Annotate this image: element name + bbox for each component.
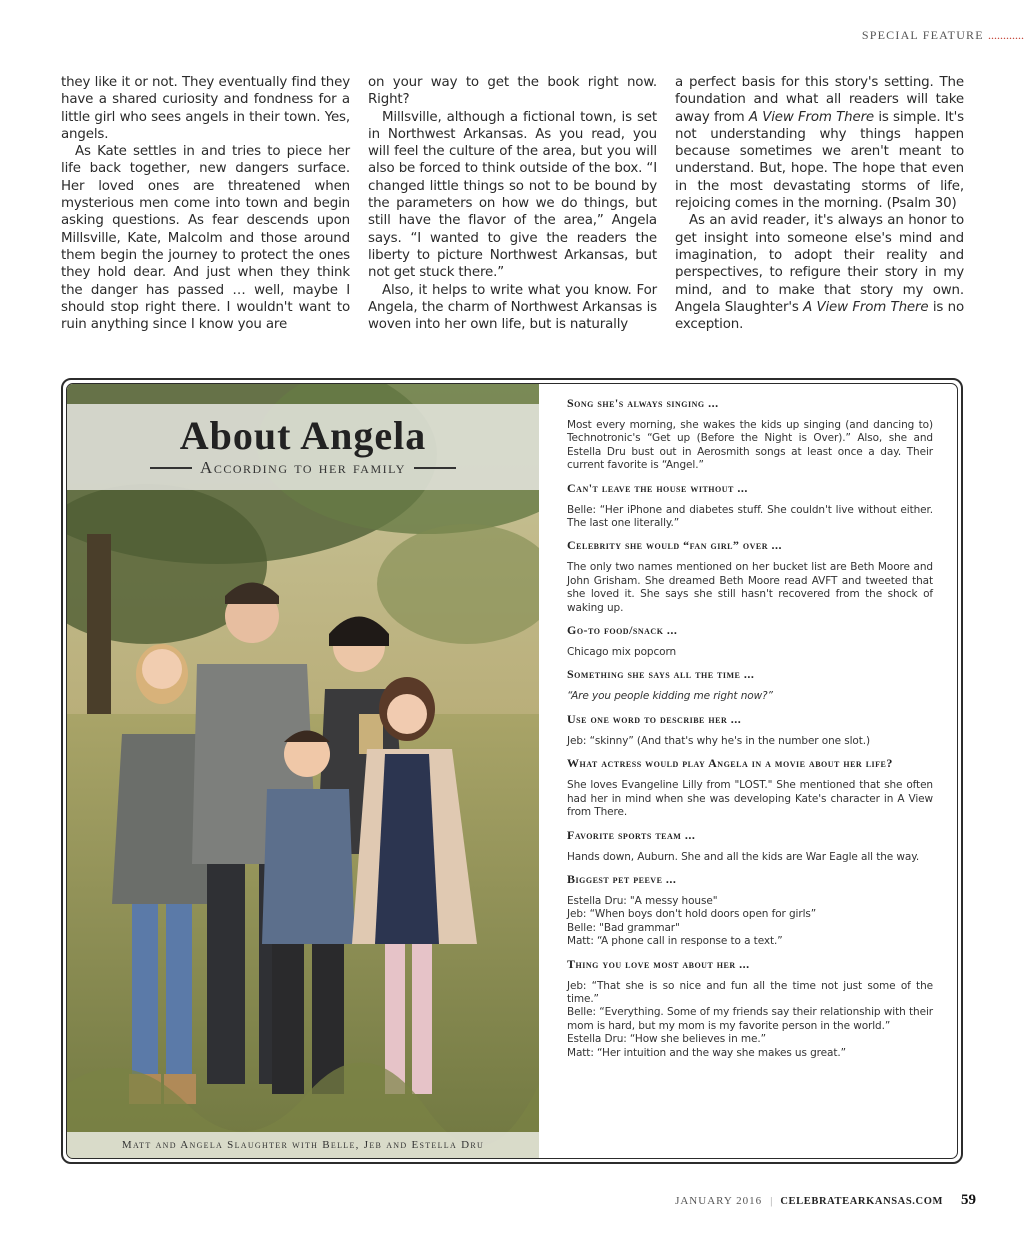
footer-separator: | (770, 1195, 773, 1207)
qa-answer: Chicago mix popcorn (567, 646, 677, 659)
qa-question: What actress would play Angela in a movie about her life? (567, 756, 893, 771)
sidebar-subtitle-row (67, 458, 539, 478)
qa-item (567, 667, 933, 703)
decorative-rule (150, 467, 192, 469)
paragraph: Millsville, although a fictional town, is set in Northwest Arkansas. As you read, you will feel the culture of the area, but you will also be forced to think outside of the box. “I changed little things so not to be bound by the parameters on how we do things, but still have the flavor of the area,” Angela says. “I wanted to give the readers the liberty to picture Northwest Arkansas, but not get stuck there.” (368, 109, 657, 281)
qa-question: Can't leave the house without ... (567, 480, 748, 495)
book-title: A View From There (803, 299, 929, 315)
sidebar-title-band (67, 404, 539, 490)
qa-question: Celebrity she would “fan girl” over ... (567, 538, 783, 553)
section-header (862, 28, 1024, 46)
decorative-rule (414, 467, 456, 469)
qa-answer: Hands down, Auburn. She and all the kids are War Eagle all the way. (567, 850, 920, 863)
page-number: 59 (961, 1192, 976, 1208)
qa-answer: Jeb: “That she is so nice and fun all the time not just some of the time.” Belle: “Everything. Some of my friends say their relationship with their mom is hard, but my mom is my favorite person in the world.” Estella Dru: “How she believes in me.” Matt: “Her intuition and the way she makes us great.” (567, 979, 933, 1059)
website-link[interactable]: CELEBRATEARKANSAS.COM (780, 1196, 943, 1207)
paragraph: a perfect basis for this story's setting. The foundation and what all readers will take away from A View From There is simple. It's not understanding why things happen because sometimes we aren't meant to understand. But, hope. The hope that even in the most devastating storms of life, rejoicing comes in the morning. (Psalm 30) (675, 75, 965, 212)
photo-caption: Matt and Angela Slaughter with Belle, Jeb and Estella Dru (67, 1132, 539, 1158)
qa-item (567, 712, 933, 748)
section-dots: ............ (988, 28, 1024, 42)
family-photo-illustration (67, 384, 539, 1158)
qa-question: Song she's always singing ... (567, 396, 719, 410)
paragraph: As Kate settles in and tries to piece her life back together, new dangers surface. Her loved ones are threatened when mysterious men come into town and begin asking questions. As fear descends upon Millsville, Kate, Malcolm and those around them begin the journey to protect the ones they hold dear. And just when they think the danger has passed … well, maybe I should stop right there. I wouldn't want to ruin anything since I know you are (61, 144, 350, 333)
page-footer (675, 1192, 976, 1210)
section-label: SPECIAL FEATURE (861, 28, 984, 42)
qa-question: Something she says all the time ... (567, 667, 755, 682)
qa-question: Go-to food/snack ... (567, 623, 678, 638)
qa-answer: “Are you people kidding me right now?” (567, 690, 773, 703)
qa-answer: The only two names mentioned on her bucket list are Beth Moore and John Grisham. She dreamed Beth Moore read AVFT and tweeted that she loved it. She says she still hasn't recovered from the shock of waking up. (567, 561, 933, 614)
qa-item (567, 828, 933, 864)
qa-item (567, 396, 933, 473)
sidebar-title: About Angela (179, 413, 427, 458)
qa-answer: Most every morning, she wakes the kids up singing (and dancing to) Technotronic's “Get up (Before the Night is Over).” Also, she and Estella Dru bust out in Aerosmith songs at least once a day. Their current favorite is “Angel.” (567, 419, 933, 472)
qa-list (567, 396, 933, 1068)
qa-item (567, 481, 933, 531)
paragraph: Also, it helps to write what you know. For Angela, the charm of Northwest Arkansas is woven into her own life, but is naturally (368, 282, 657, 333)
paragraph: As an avid reader, it's always an honor to get insight into someone else's mind and imagination, to adopt their reality and perspectives, to refigure their story in my mind, and to make that story my own. Angela Slaughter's A View From There is no exception. (675, 213, 964, 333)
article-column-3 (675, 74, 964, 333)
article-column-2 (368, 74, 657, 333)
qa-item (567, 872, 933, 949)
paragraph: on your way to get the book right now. Right? (368, 75, 657, 108)
article-column-1 (61, 74, 350, 333)
qa-answer: Estella Dru: "A messy house" Jeb: “When boys don't hold doors open for girls” Belle: "Bad grammar" Matt: “A phone call in response to a text.” (567, 894, 817, 948)
qa-answer: Jeb: “skinny” (And that's why he's in the number one slot.) (567, 734, 870, 747)
article-columns (61, 74, 965, 340)
qa-question: Biggest pet peeve ... (567, 871, 677, 886)
qa-item (567, 538, 933, 615)
sidebar-subtitle: According to her family (200, 458, 406, 477)
about-angela-sidebar (61, 378, 963, 1164)
qa-item (567, 957, 933, 1060)
qa-answer: Belle: “Her iPhone and diabetes stuff. She couldn't live without either. The last one literally.” (567, 503, 933, 530)
paragraph: they like it or not. They eventually find they have a shared curiosity and fondness for a little girl who sees angels in their town. Yes, angels. (61, 75, 350, 142)
sidebar-inner-border (66, 383, 958, 1159)
qa-question: Thing you love most about her ... (567, 956, 750, 971)
issue-date: JANUARY 2016 (675, 1195, 763, 1207)
family-photo (67, 384, 539, 1158)
qa-question: Use one word to describe her ... (567, 711, 742, 726)
qa-answer: She loves Evangeline Lilly from "LOST." She mentioned that she often had her in mind when she was developing Kate's character in A View from There. (567, 779, 933, 819)
qa-item (567, 623, 933, 659)
qa-item (567, 756, 933, 819)
book-title: A View From There (748, 109, 875, 125)
qa-question: Favorite sports team ... (567, 827, 696, 842)
